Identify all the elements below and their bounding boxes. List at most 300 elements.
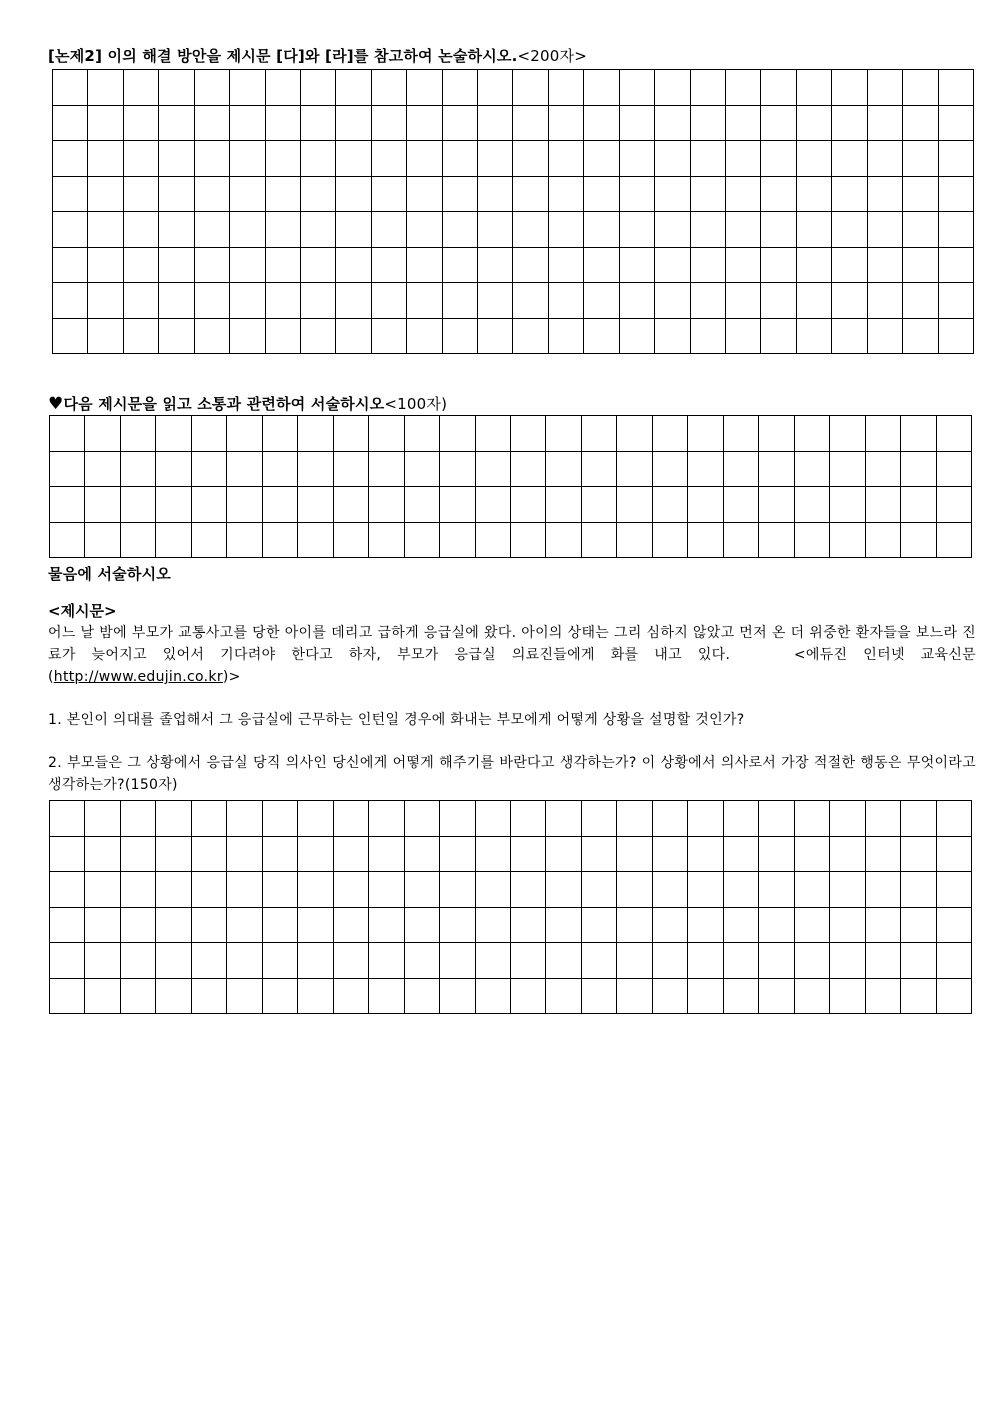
grid-cell[interactable] <box>405 908 440 944</box>
grid-cell[interactable] <box>478 141 513 177</box>
grid-cell[interactable] <box>901 452 936 488</box>
grid-cell[interactable] <box>939 283 974 319</box>
grid-cell[interactable] <box>192 801 227 837</box>
grid-cell[interactable] <box>688 979 723 1015</box>
grid-cell[interactable] <box>124 212 159 248</box>
grid-cell[interactable] <box>336 248 371 284</box>
grid-cell[interactable] <box>511 943 546 979</box>
grid-cell[interactable] <box>405 523 440 559</box>
grid-cell[interactable] <box>192 416 227 452</box>
grid-cell[interactable] <box>830 979 865 1015</box>
grid-cell[interactable] <box>868 212 903 248</box>
grid-cell[interactable] <box>263 452 298 488</box>
grid-cell[interactable] <box>476 908 511 944</box>
grid-cell[interactable] <box>405 872 440 908</box>
grid-cell[interactable] <box>156 943 191 979</box>
grid-cell[interactable] <box>263 801 298 837</box>
grid-cell[interactable] <box>195 70 230 106</box>
grid-cell[interactable] <box>868 283 903 319</box>
grid-cell[interactable] <box>726 248 761 284</box>
grid-cell[interactable] <box>513 283 548 319</box>
grid-cell[interactable] <box>263 523 298 559</box>
grid-cell[interactable] <box>937 801 972 837</box>
grid-cell[interactable] <box>301 141 336 177</box>
grid-cell[interactable] <box>156 452 191 488</box>
grid-cell[interactable] <box>195 283 230 319</box>
grid-cell[interactable] <box>868 141 903 177</box>
grid-cell[interactable] <box>866 487 901 523</box>
grid-cell[interactable] <box>653 979 688 1015</box>
grid-cell[interactable] <box>511 872 546 908</box>
grid-cell[interactable] <box>655 141 690 177</box>
grid-cell[interactable] <box>620 212 655 248</box>
grid-cell[interactable] <box>53 141 88 177</box>
grid-cell[interactable] <box>830 908 865 944</box>
grid-cell[interactable] <box>301 106 336 142</box>
grid-cell[interactable] <box>617 452 652 488</box>
grid-cell[interactable] <box>761 177 796 213</box>
grid-cell[interactable] <box>903 248 938 284</box>
grid-cell[interactable] <box>263 943 298 979</box>
grid-cell[interactable] <box>440 801 475 837</box>
grid-cell[interactable] <box>230 177 265 213</box>
grid-cell[interactable] <box>939 177 974 213</box>
grid-cell[interactable] <box>88 70 123 106</box>
grid-cell[interactable] <box>334 487 369 523</box>
grid-cell[interactable] <box>156 523 191 559</box>
grid-cell[interactable] <box>407 319 442 355</box>
grid-cell[interactable] <box>50 452 85 488</box>
grid-cell[interactable] <box>298 837 333 873</box>
grid-cell[interactable] <box>832 141 867 177</box>
grid-cell[interactable] <box>192 943 227 979</box>
grid-cell[interactable] <box>582 487 617 523</box>
grid-cell[interactable] <box>334 801 369 837</box>
grid-cell[interactable] <box>724 943 759 979</box>
grid-cell[interactable] <box>795 908 830 944</box>
grid-cell[interactable] <box>263 908 298 944</box>
grid-cell[interactable] <box>901 979 936 1015</box>
grid-cell[interactable] <box>88 248 123 284</box>
grid-cell[interactable] <box>372 106 407 142</box>
grid-cell[interactable] <box>691 283 726 319</box>
grid-cell[interactable] <box>85 908 120 944</box>
grid-cell[interactable] <box>476 801 511 837</box>
grid-cell[interactable] <box>655 106 690 142</box>
grid-cell[interactable] <box>655 212 690 248</box>
grid-cell[interactable] <box>372 319 407 355</box>
grid-cell[interactable] <box>939 212 974 248</box>
grid-cell[interactable] <box>832 248 867 284</box>
grid-cell[interactable] <box>795 943 830 979</box>
grid-cell[interactable] <box>230 319 265 355</box>
grid-cell[interactable] <box>369 943 404 979</box>
grid-cell[interactable] <box>195 212 230 248</box>
grid-cell[interactable] <box>546 872 581 908</box>
grid-cell[interactable] <box>726 177 761 213</box>
grid-cell[interactable] <box>298 943 333 979</box>
grid-cell[interactable] <box>478 283 513 319</box>
grid-cell[interactable] <box>617 801 652 837</box>
grid-cell[interactable] <box>266 70 301 106</box>
grid-cell[interactable] <box>121 487 156 523</box>
grid-cell[interactable] <box>903 283 938 319</box>
grid-cell[interactable] <box>50 837 85 873</box>
grid-cell[interactable] <box>263 979 298 1015</box>
grid-cell[interactable] <box>584 283 619 319</box>
grid-cell[interactable] <box>761 70 796 106</box>
grid-cell[interactable] <box>124 319 159 355</box>
grid-cell[interactable] <box>797 283 832 319</box>
grid-cell[interactable] <box>227 416 262 452</box>
grid-cell[interactable] <box>726 141 761 177</box>
grid-cell[interactable] <box>761 141 796 177</box>
grid-cell[interactable] <box>795 487 830 523</box>
grid-cell[interactable] <box>830 801 865 837</box>
grid-cell[interactable] <box>53 283 88 319</box>
grid-cell[interactable] <box>724 487 759 523</box>
grid-cell[interactable] <box>159 70 194 106</box>
grid-cell[interactable] <box>334 872 369 908</box>
grid-cell[interactable] <box>795 801 830 837</box>
grid-cell[interactable] <box>85 523 120 559</box>
grid-cell[interactable] <box>227 487 262 523</box>
grid-cell[interactable] <box>230 283 265 319</box>
grid-cell[interactable] <box>301 70 336 106</box>
grid-cell[interactable] <box>513 248 548 284</box>
grid-cell[interactable] <box>85 837 120 873</box>
grid-cell[interactable] <box>546 837 581 873</box>
grid-cell[interactable] <box>298 452 333 488</box>
grid-cell[interactable] <box>830 416 865 452</box>
grid-cell[interactable] <box>549 141 584 177</box>
grid-cell[interactable] <box>617 523 652 559</box>
grid-cell[interactable] <box>795 452 830 488</box>
grid-cell[interactable] <box>511 452 546 488</box>
grid-cell[interactable] <box>866 801 901 837</box>
grid-cell[interactable] <box>88 141 123 177</box>
grid-cell[interactable] <box>726 212 761 248</box>
grid-cell[interactable] <box>513 212 548 248</box>
grid-cell[interactable] <box>336 177 371 213</box>
grid-cell[interactable] <box>546 943 581 979</box>
grid-cell[interactable] <box>50 801 85 837</box>
grid-cell[interactable] <box>937 872 972 908</box>
grid-cell[interactable] <box>759 979 794 1015</box>
grid-cell[interactable] <box>620 70 655 106</box>
grid-cell[interactable] <box>688 908 723 944</box>
grid-cell[interactable] <box>369 487 404 523</box>
grid-cell[interactable] <box>688 416 723 452</box>
grid-cell[interactable] <box>511 837 546 873</box>
grid-cell[interactable] <box>369 908 404 944</box>
grid-cell[interactable] <box>50 943 85 979</box>
grid-cell[interactable] <box>334 452 369 488</box>
grid-cell[interactable] <box>121 416 156 452</box>
grid-cell[interactable] <box>901 523 936 559</box>
grid-cell[interactable] <box>121 837 156 873</box>
grid-cell[interactable] <box>476 872 511 908</box>
grid-cell[interactable] <box>939 319 974 355</box>
grid-cell[interactable] <box>121 523 156 559</box>
grid-cell[interactable] <box>584 212 619 248</box>
grid-cell[interactable] <box>443 248 478 284</box>
grid-cell[interactable] <box>124 177 159 213</box>
grid-cell[interactable] <box>759 452 794 488</box>
grid-cell[interactable] <box>263 837 298 873</box>
grid-cell[interactable] <box>407 212 442 248</box>
grid-cell[interactable] <box>795 837 830 873</box>
grid-cell[interactable] <box>301 283 336 319</box>
grid-cell[interactable] <box>372 283 407 319</box>
grid-cell[interactable] <box>336 283 371 319</box>
grid-cell[interactable] <box>832 177 867 213</box>
grid-cell[interactable] <box>795 979 830 1015</box>
grid-cell[interactable] <box>266 177 301 213</box>
grid-cell[interactable] <box>369 979 404 1015</box>
grid-cell[interactable] <box>546 908 581 944</box>
grid-cell[interactable] <box>549 283 584 319</box>
grid-cell[interactable] <box>476 523 511 559</box>
grid-cell[interactable] <box>549 70 584 106</box>
grid-cell[interactable] <box>724 837 759 873</box>
grid-cell[interactable] <box>121 943 156 979</box>
grid-cell[interactable] <box>511 979 546 1015</box>
grid-cell[interactable] <box>156 837 191 873</box>
grid-cell[interactable] <box>266 283 301 319</box>
grid-cell[interactable] <box>724 908 759 944</box>
grid-cell[interactable] <box>53 106 88 142</box>
grid-cell[interactable] <box>230 70 265 106</box>
grid-cell[interactable] <box>301 177 336 213</box>
grid-cell[interactable] <box>655 70 690 106</box>
grid-cell[interactable] <box>440 487 475 523</box>
grid-cell[interactable] <box>266 248 301 284</box>
grid-cell[interactable] <box>440 908 475 944</box>
grid-cell[interactable] <box>584 248 619 284</box>
grid-cell[interactable] <box>192 872 227 908</box>
grid-cell[interactable] <box>266 106 301 142</box>
grid-cell[interactable] <box>85 452 120 488</box>
grid-cell[interactable] <box>582 943 617 979</box>
grid-cell[interactable] <box>50 872 85 908</box>
grid-cell[interactable] <box>688 837 723 873</box>
grid-cell[interactable] <box>88 106 123 142</box>
grid-cell[interactable] <box>50 487 85 523</box>
grid-cell[interactable] <box>227 943 262 979</box>
grid-cell[interactable] <box>440 943 475 979</box>
grid-cell[interactable] <box>759 837 794 873</box>
grid-cell[interactable] <box>195 106 230 142</box>
grid-cell[interactable] <box>513 70 548 106</box>
grid-cell[interactable] <box>227 872 262 908</box>
grid-cell[interactable] <box>124 106 159 142</box>
grid-cell[interactable] <box>478 70 513 106</box>
grid-cell[interactable] <box>903 212 938 248</box>
grid-cell[interactable] <box>301 248 336 284</box>
grid-cell[interactable] <box>440 979 475 1015</box>
grid-cell[interactable] <box>476 943 511 979</box>
grid-cell[interactable] <box>443 212 478 248</box>
grid-cell[interactable] <box>443 177 478 213</box>
grid-cell[interactable] <box>156 908 191 944</box>
grid-cell[interactable] <box>88 319 123 355</box>
grid-cell[interactable] <box>795 872 830 908</box>
grid-cell[interactable] <box>159 283 194 319</box>
grid-cell[interactable] <box>405 487 440 523</box>
grid-cell[interactable] <box>407 70 442 106</box>
grid-cell[interactable] <box>868 319 903 355</box>
grid-cell[interactable] <box>724 523 759 559</box>
grid-cell[interactable] <box>939 248 974 284</box>
grid-cell[interactable] <box>617 416 652 452</box>
grid-cell[interactable] <box>830 943 865 979</box>
grid-cell[interactable] <box>336 106 371 142</box>
grid-cell[interactable] <box>513 106 548 142</box>
grid-cell[interactable] <box>655 248 690 284</box>
grid-cell[interactable] <box>263 872 298 908</box>
grid-cell[interactable] <box>582 416 617 452</box>
grid-cell[interactable] <box>195 141 230 177</box>
grid-cell[interactable] <box>85 872 120 908</box>
grid-cell[interactable] <box>124 248 159 284</box>
grid-cell[interactable] <box>230 248 265 284</box>
grid-cell[interactable] <box>546 452 581 488</box>
grid-cell[interactable] <box>511 523 546 559</box>
grid-cell[interactable] <box>584 319 619 355</box>
grid-cell[interactable] <box>334 943 369 979</box>
grid-cell[interactable] <box>546 801 581 837</box>
grid-cell[interactable] <box>653 943 688 979</box>
source-link[interactable]: http://www.edujin.co.kr <box>53 669 223 685</box>
grid-cell[interactable] <box>443 70 478 106</box>
grid-cell[interactable] <box>584 106 619 142</box>
grid-cell[interactable] <box>653 908 688 944</box>
grid-cell[interactable] <box>263 416 298 452</box>
grid-cell[interactable] <box>724 979 759 1015</box>
grid-cell[interactable] <box>726 319 761 355</box>
grid-cell[interactable] <box>724 452 759 488</box>
grid-cell[interactable] <box>584 70 619 106</box>
grid-cell[interactable] <box>617 487 652 523</box>
grid-cell[interactable] <box>901 416 936 452</box>
grid-cell[interactable] <box>582 872 617 908</box>
grid-cell[interactable] <box>121 872 156 908</box>
grid-cell[interactable] <box>617 837 652 873</box>
grid-cell[interactable] <box>53 319 88 355</box>
grid-cell[interactable] <box>230 106 265 142</box>
grid-cell[interactable] <box>688 801 723 837</box>
grid-cell[interactable] <box>511 801 546 837</box>
grid-cell[interactable] <box>336 70 371 106</box>
grid-cell[interactable] <box>582 837 617 873</box>
grid-cell[interactable] <box>440 523 475 559</box>
grid-cell[interactable] <box>372 141 407 177</box>
grid-cell[interactable] <box>582 908 617 944</box>
grid-cell[interactable] <box>407 106 442 142</box>
grid-cell[interactable] <box>759 487 794 523</box>
grid-cell[interactable] <box>868 177 903 213</box>
grid-cell[interactable] <box>266 212 301 248</box>
grid-cell[interactable] <box>159 106 194 142</box>
grid-cell[interactable] <box>866 872 901 908</box>
grid-cell[interactable] <box>797 212 832 248</box>
grid-cell[interactable] <box>372 248 407 284</box>
grid-cell[interactable] <box>901 908 936 944</box>
grid-cell[interactable] <box>546 523 581 559</box>
grid-cell[interactable] <box>761 283 796 319</box>
grid-cell[interactable] <box>937 908 972 944</box>
grid-cell[interactable] <box>405 837 440 873</box>
grid-cell[interactable] <box>513 141 548 177</box>
grid-cell[interactable] <box>691 70 726 106</box>
grid-cell[interactable] <box>121 452 156 488</box>
grid-cell[interactable] <box>440 416 475 452</box>
grid-cell[interactable] <box>759 416 794 452</box>
grid-cell[interactable] <box>407 177 442 213</box>
grid-cell[interactable] <box>655 283 690 319</box>
grid-cell[interactable] <box>655 177 690 213</box>
grid-cell[interactable] <box>939 106 974 142</box>
grid-cell[interactable] <box>121 801 156 837</box>
grid-cell[interactable] <box>124 141 159 177</box>
grid-cell[interactable] <box>759 943 794 979</box>
grid-cell[interactable] <box>227 801 262 837</box>
grid-cell[interactable] <box>369 837 404 873</box>
grid-cell[interactable] <box>405 979 440 1015</box>
grid-cell[interactable] <box>866 979 901 1015</box>
grid-cell[interactable] <box>50 908 85 944</box>
grid-cell[interactable] <box>903 319 938 355</box>
grid-cell[interactable] <box>478 177 513 213</box>
grid-cell[interactable] <box>476 452 511 488</box>
grid-cell[interactable] <box>478 212 513 248</box>
grid-cell[interactable] <box>761 106 796 142</box>
grid-cell[interactable] <box>121 908 156 944</box>
grid-cell[interactable] <box>903 70 938 106</box>
grid-cell[interactable] <box>53 212 88 248</box>
grid-cell[interactable] <box>195 248 230 284</box>
grid-cell[interactable] <box>832 319 867 355</box>
grid-cell[interactable] <box>620 141 655 177</box>
grid-cell[interactable] <box>53 70 88 106</box>
grid-cell[interactable] <box>549 177 584 213</box>
grid-cell[interactable] <box>298 487 333 523</box>
grid-cell[interactable] <box>546 979 581 1015</box>
grid-cell[interactable] <box>901 487 936 523</box>
grid-cell[interactable] <box>85 979 120 1015</box>
grid-cell[interactable] <box>298 416 333 452</box>
grid-cell[interactable] <box>546 416 581 452</box>
grid-cell[interactable] <box>653 487 688 523</box>
grid-cell[interactable] <box>691 212 726 248</box>
grid-cell[interactable] <box>85 801 120 837</box>
grid-cell[interactable] <box>761 212 796 248</box>
grid-cell[interactable] <box>688 943 723 979</box>
grid-cell[interactable] <box>334 837 369 873</box>
grid-cell[interactable] <box>937 487 972 523</box>
grid-cell[interactable] <box>195 177 230 213</box>
grid-cell[interactable] <box>939 70 974 106</box>
grid-cell[interactable] <box>88 212 123 248</box>
grid-cell[interactable] <box>156 416 191 452</box>
grid-cell[interactable] <box>407 141 442 177</box>
grid-cell[interactable] <box>691 248 726 284</box>
grid-cell[interactable] <box>797 248 832 284</box>
grid-cell[interactable] <box>724 801 759 837</box>
grid-cell[interactable] <box>761 248 796 284</box>
grid-cell[interactable] <box>868 70 903 106</box>
